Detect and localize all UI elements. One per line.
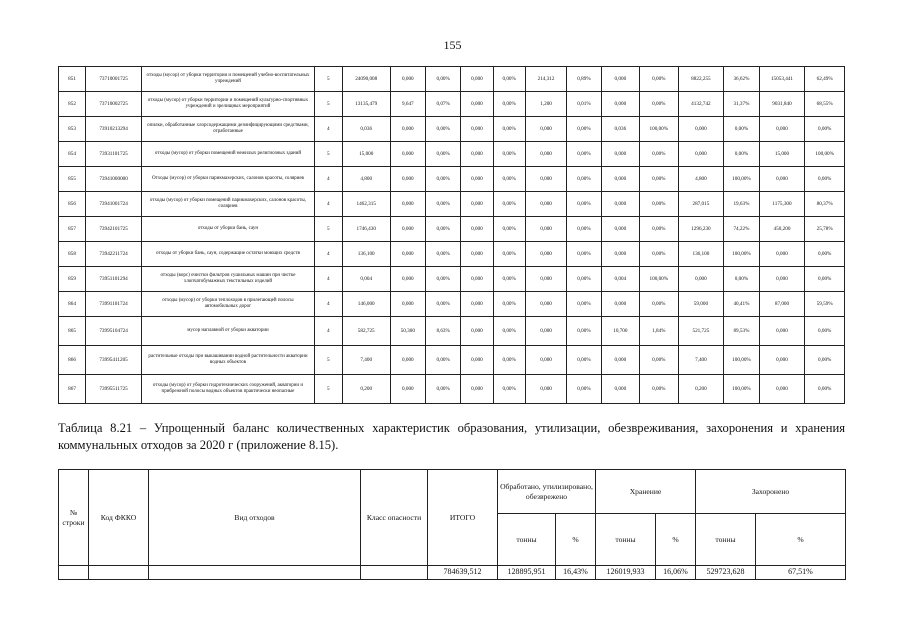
header-total: ИТОГО xyxy=(428,470,498,566)
cell-class: 5 xyxy=(314,142,342,167)
cell-c4: 0,00% xyxy=(493,267,525,292)
cell-c12: 62,49% xyxy=(805,67,845,92)
cell-c10: 36,62% xyxy=(724,67,759,92)
cell-c4: 0,00% xyxy=(493,375,525,404)
cell-c3: 0,000 xyxy=(461,346,493,375)
cell-c2: 0,00% xyxy=(425,375,460,404)
cell-name: отходы (мусор) от уборки теплоходов в прилегающей полосы автомобильных дорог xyxy=(142,292,315,317)
cell-c12: 0,00% xyxy=(805,317,845,346)
cell-c2: 8,63% xyxy=(425,317,460,346)
cell-c8: 0,00% xyxy=(640,142,678,167)
total-processed-tons: 128895,951 xyxy=(498,566,556,580)
table-row xyxy=(59,346,845,375)
cell-c4: 0,00% xyxy=(493,317,525,346)
cell-c11: 1175,300 xyxy=(759,192,805,217)
cell-c7: 0,036 xyxy=(601,117,639,142)
cell-no: 851 xyxy=(59,67,86,92)
cell-c2: 0,07% xyxy=(425,92,460,117)
cell-c9: 136,100 xyxy=(678,242,724,267)
cell-total: 0,036 xyxy=(342,117,390,142)
table-row xyxy=(59,375,845,404)
cell-c2: 0,00% xyxy=(425,67,460,92)
cell-c9: 7,400 xyxy=(678,346,724,375)
cell-c1: 0,000 xyxy=(390,346,425,375)
cell-class: 4 xyxy=(314,292,342,317)
cell-c1: 50,300 xyxy=(390,317,425,346)
cell-c3: 0,000 xyxy=(461,92,493,117)
cell-c4: 0,00% xyxy=(493,67,525,92)
header-processed: Обработано, утилизировано, обезврежено xyxy=(498,470,596,514)
cell-c3: 0,000 xyxy=(461,267,493,292)
header-buried-pct: % xyxy=(756,514,846,566)
cell-c1: 0,000 xyxy=(390,292,425,317)
cell-code: 73942211724 xyxy=(86,242,142,267)
cell-no: 865 xyxy=(59,317,86,346)
cell-no: 864 xyxy=(59,292,86,317)
cell-c12: 0,00% xyxy=(805,242,845,267)
cell-c4: 0,00% xyxy=(493,217,525,242)
cell-total: 0,004 xyxy=(342,267,390,292)
cell-c7: 0,000 xyxy=(601,242,639,267)
cell-c11: 0,000 xyxy=(759,375,805,404)
cell-c12: 0,00% xyxy=(805,267,845,292)
cell-c1: 0,000 xyxy=(390,267,425,292)
cell-c7: 0,000 xyxy=(601,192,639,217)
cell-class: 5 xyxy=(314,92,342,117)
cell-c4: 0,00% xyxy=(493,242,525,267)
cell-c10: 100,00% xyxy=(724,167,759,192)
cell-no: 867 xyxy=(59,375,86,404)
cell-c1: 0,000 xyxy=(390,375,425,404)
cell-c5: 0,000 xyxy=(525,167,567,192)
cell-c3: 0,000 xyxy=(461,292,493,317)
cell-c9: 0,000 xyxy=(678,117,724,142)
cell-c5: 0,000 xyxy=(525,117,567,142)
cell-c9: 0,000 xyxy=(678,142,724,167)
cell-c12: 25,78% xyxy=(805,217,845,242)
cell-c8: 1,84% xyxy=(640,317,678,346)
cell-c8: 0,00% xyxy=(640,92,678,117)
cell-no: 854 xyxy=(59,142,86,167)
cell-class: 4 xyxy=(314,117,342,142)
totals-row xyxy=(59,566,846,580)
cell-c9: 0,000 xyxy=(678,267,724,292)
waste-table-body xyxy=(59,67,845,404)
cell-code: 73995511725 xyxy=(86,375,142,404)
header-processed-tons: тонны xyxy=(498,514,556,566)
cell-no: 852 xyxy=(59,92,86,117)
cell-code: 73710001725 xyxy=(86,67,142,92)
table-caption: Таблица 8.21 – Упрощенный баланс количественных характеристик образования, утилизации, обезвреживания, захоронения и хранения коммунальных отходов за 2020 г (приложение 8.15). xyxy=(58,421,845,452)
cell-c7: 0,000 xyxy=(601,67,639,92)
table-row xyxy=(59,217,845,242)
cell-c2: 0,00% xyxy=(425,242,460,267)
cell-class: 4 xyxy=(314,317,342,346)
cell-c4: 0,00% xyxy=(493,192,525,217)
cell-c11: 450,200 xyxy=(759,217,805,242)
cell-name: отходы (мусор) от уборки помещений парикмахерских, салонов красоты, соляриев xyxy=(142,192,315,217)
cell-c12: 0,00% xyxy=(805,117,845,142)
table-row xyxy=(59,242,845,267)
cell-c5: 0,000 xyxy=(525,242,567,267)
cell-c2: 0,00% xyxy=(425,192,460,217)
header-fkko-code: Код ФККО xyxy=(89,470,149,566)
cell-total: 4,800 xyxy=(342,167,390,192)
table-row xyxy=(59,267,845,292)
cell-c1: 0,000 xyxy=(390,67,425,92)
cell-c9: 0,200 xyxy=(678,375,724,404)
header-waste-type: Вид отходов xyxy=(149,470,361,566)
total-stored-pct: 16,06% xyxy=(656,566,696,580)
cell-c12: 68,55% xyxy=(805,92,845,117)
cell-c2: 0,00% xyxy=(425,217,460,242)
total-empty-class xyxy=(361,566,428,580)
cell-c10: 100,00% xyxy=(724,375,759,404)
cell-c7: 0,000 xyxy=(601,142,639,167)
cell-c12: 0,00% xyxy=(805,346,845,375)
cell-no: 853 xyxy=(59,117,86,142)
cell-code: 73995104724 xyxy=(86,317,142,346)
cell-class: 5 xyxy=(314,375,342,404)
cell-no: 858 xyxy=(59,242,86,267)
cell-c6: 0,00% xyxy=(567,292,601,317)
table-row xyxy=(59,117,845,142)
cell-c10: 100,00% xyxy=(724,242,759,267)
page-number: 155 xyxy=(443,38,462,52)
cell-no: 855 xyxy=(59,167,86,192)
cell-c2: 0,00% xyxy=(425,346,460,375)
cell-c1: 9,647 xyxy=(390,92,425,117)
cell-name: растительные отходы при выкашивании водной растительности акватории водных объектов xyxy=(142,346,315,375)
cell-c3: 0,000 xyxy=(461,375,493,404)
cell-no: 856 xyxy=(59,192,86,217)
cell-total: 1746,430 xyxy=(342,217,390,242)
table-row xyxy=(59,317,845,346)
cell-c3: 0,000 xyxy=(461,167,493,192)
cell-no: 866 xyxy=(59,346,86,375)
cell-total: 0,200 xyxy=(342,375,390,404)
cell-code: 73995411205 xyxy=(86,346,142,375)
cell-name: отходы от уборки бань, саун, содержащие остатки моющих средств xyxy=(142,242,315,267)
cell-c9: 1296,230 xyxy=(678,217,724,242)
cell-name: отходы (мусор) от уборки территории и помещений культурно-спортивных учреждений и зрелищных мероприятий xyxy=(142,92,315,117)
cell-c8: 0,00% xyxy=(640,375,678,404)
cell-c3: 0,000 xyxy=(461,142,493,167)
cell-class: 4 xyxy=(314,167,342,192)
cell-class: 5 xyxy=(314,217,342,242)
cell-c9: 4,800 xyxy=(678,167,724,192)
cell-no: 857 xyxy=(59,217,86,242)
cell-c8: 100,00% xyxy=(640,117,678,142)
cell-c10: 0,00% xyxy=(724,267,759,292)
cell-name: отходы (мусор) от уборки гидротехнических сооружений, акватории и прибрежной полосы водных объектов практически неопасные xyxy=(142,375,315,404)
cell-total: 146,000 xyxy=(342,292,390,317)
header-stored-pct: % xyxy=(656,514,696,566)
cell-c1: 0,000 xyxy=(390,142,425,167)
cell-c6: 0,00% xyxy=(567,317,601,346)
header-buried-tons: тонны xyxy=(696,514,756,566)
cell-no: 859 xyxy=(59,267,86,292)
total-processed-pct: 16,43% xyxy=(556,566,596,580)
cell-c5: 0,000 xyxy=(525,346,567,375)
table-row xyxy=(59,167,845,192)
cell-c3: 0,000 xyxy=(461,242,493,267)
cell-c5: 0,000 xyxy=(525,317,567,346)
header-stored-tons: тонны xyxy=(596,514,656,566)
cell-name: опилки, обработанные хлорсодержащими дезинфицирующими средствами, отработанные xyxy=(142,117,315,142)
cell-c11: 0,000 xyxy=(759,167,805,192)
cell-c1: 0,000 xyxy=(390,242,425,267)
cell-c6: 0,00% xyxy=(567,117,601,142)
cell-c8: 0,00% xyxy=(640,67,678,92)
cell-c6: 0,00% xyxy=(567,167,601,192)
cell-c11: 87,000 xyxy=(759,292,805,317)
cell-code: 73942101725 xyxy=(86,217,142,242)
cell-c9: 4132,742 xyxy=(678,92,724,117)
cell-c11: 0,000 xyxy=(759,267,805,292)
table-row xyxy=(59,92,845,117)
cell-name: отходы (мусор) от уборки помещений нежилых религиозных зданий xyxy=(142,142,315,167)
balance-summary-table xyxy=(58,469,846,580)
cell-c1: 0,000 xyxy=(390,167,425,192)
cell-class: 4 xyxy=(314,192,342,217)
total-buried-tons: 529723,628 xyxy=(696,566,756,580)
cell-total: 13135,479 xyxy=(342,92,390,117)
cell-c10: 74,22% xyxy=(724,217,759,242)
cell-c11: 0,000 xyxy=(759,117,805,142)
cell-c3: 0,000 xyxy=(461,117,493,142)
cell-name: Отходы (мусор) от уборки парикмахерских, салонов красоты, соляриев xyxy=(142,167,315,192)
cell-c10: 100,00% xyxy=(724,346,759,375)
cell-c8: 0,00% xyxy=(640,167,678,192)
cell-c8: 0,00% xyxy=(640,192,678,217)
cell-c1: 0,000 xyxy=(390,117,425,142)
cell-c6: 0,01% xyxy=(567,92,601,117)
cell-c7: 0,004 xyxy=(601,267,639,292)
cell-c7: 0,000 xyxy=(601,92,639,117)
cell-total: 136,100 xyxy=(342,242,390,267)
waste-continuation-table xyxy=(58,66,845,404)
cell-c6: 0,00% xyxy=(567,242,601,267)
cell-c12: 0,00% xyxy=(805,375,845,404)
cell-c7: 0,000 xyxy=(601,217,639,242)
cell-code: 73910213294 xyxy=(86,117,142,142)
cell-c7: 0,000 xyxy=(601,346,639,375)
cell-code: 73931101725 xyxy=(86,142,142,167)
cell-total: 582,725 xyxy=(342,317,390,346)
cell-c5: 1,200 xyxy=(525,92,567,117)
cell-name: мусор наплавной от уборки акватории xyxy=(142,317,315,346)
header-processed-pct: % xyxy=(556,514,596,566)
cell-c7: 0,000 xyxy=(601,292,639,317)
cell-c7: 0,000 xyxy=(601,167,639,192)
cell-c4: 0,00% xyxy=(493,117,525,142)
cell-c6: 0,00% xyxy=(567,346,601,375)
cell-c10: 0,00% xyxy=(724,117,759,142)
header-row-number: № строки xyxy=(59,470,89,566)
cell-c1: 0,000 xyxy=(390,192,425,217)
cell-c12: 100,00% xyxy=(805,142,845,167)
table-row xyxy=(59,292,845,317)
cell-total: 1462,315 xyxy=(342,192,390,217)
cell-name: отходы (мусор) от уборки территории и помещений учебно-воспитательных учреждений xyxy=(142,67,315,92)
header-hazard-class: Класс опасности xyxy=(361,470,428,566)
cell-c10: 40,41% xyxy=(724,292,759,317)
cell-c8: 0,00% xyxy=(640,346,678,375)
cell-c4: 0,00% xyxy=(493,92,525,117)
cell-c11: 0,000 xyxy=(759,346,805,375)
cell-c8: 100,00% xyxy=(640,267,678,292)
cell-c11: 15053,441 xyxy=(759,67,805,92)
cell-c8: 0,00% xyxy=(640,217,678,242)
cell-c9: 287,015 xyxy=(678,192,724,217)
cell-c5: 0,000 xyxy=(525,217,567,242)
cell-c3: 0,000 xyxy=(461,192,493,217)
cell-c12: 80,37% xyxy=(805,192,845,217)
cell-code: 73941001724 xyxy=(86,192,142,217)
cell-c5: 0,000 xyxy=(525,192,567,217)
cell-c6: 0,89% xyxy=(567,67,601,92)
cell-c6: 0,00% xyxy=(567,375,601,404)
cell-c3: 0,000 xyxy=(461,67,493,92)
cell-c6: 0,00% xyxy=(567,267,601,292)
total-stored-tons: 126019,933 xyxy=(596,566,656,580)
cell-c4: 0,00% xyxy=(493,142,525,167)
cell-c2: 0,00% xyxy=(425,267,460,292)
cell-c5: 0,000 xyxy=(525,292,567,317)
cell-c4: 0,00% xyxy=(493,346,525,375)
cell-c3: 0,000 xyxy=(461,217,493,242)
cell-c7: 0,000 xyxy=(601,375,639,404)
cell-c12: 0,00% xyxy=(805,167,845,192)
header-buried: Захоронено xyxy=(696,470,846,514)
cell-total: 15,000 xyxy=(342,142,390,167)
cell-c8: 0,00% xyxy=(640,292,678,317)
cell-c8: 0,00% xyxy=(640,242,678,267)
cell-c4: 0,00% xyxy=(493,292,525,317)
cell-total: 7,400 xyxy=(342,346,390,375)
cell-c2: 0,00% xyxy=(425,142,460,167)
total-buried-pct: 67,51% xyxy=(756,566,846,580)
total-empty-no xyxy=(59,566,89,580)
cell-c11: 0,000 xyxy=(759,242,805,267)
cell-code: 73991101724 xyxy=(86,292,142,317)
cell-c5: 0,000 xyxy=(525,375,567,404)
cell-name: отходы от уборки бань, саун xyxy=(142,217,315,242)
table-row xyxy=(59,142,845,167)
total-itogo: 784639,512 xyxy=(428,566,498,580)
cell-c2: 0,00% xyxy=(425,167,460,192)
cell-c5: 214,312 xyxy=(525,67,567,92)
cell-c10: 31,37% xyxy=(724,92,759,117)
cell-code: 73710002725 xyxy=(86,92,142,117)
cell-c9: 8822,255 xyxy=(678,67,724,92)
cell-class: 4 xyxy=(314,267,342,292)
cell-c5: 0,000 xyxy=(525,267,567,292)
cell-c10: 89,53% xyxy=(724,317,759,346)
header-stored: Хранение xyxy=(596,470,696,514)
cell-c4: 0,00% xyxy=(493,167,525,192)
cell-total: 24090,008 xyxy=(342,67,390,92)
table-row xyxy=(59,67,845,92)
cell-c6: 0,00% xyxy=(567,192,601,217)
cell-c5: 0,000 xyxy=(525,142,567,167)
total-empty-code xyxy=(89,566,149,580)
cell-c3: 0,000 xyxy=(461,317,493,346)
total-empty-name xyxy=(149,566,361,580)
cell-c6: 0,00% xyxy=(567,217,601,242)
cell-c1: 0,000 xyxy=(390,217,425,242)
cell-c2: 0,00% xyxy=(425,292,460,317)
cell-name: отходы (ворс) очистки фильтров сушильных машин при чистке хлопчатобумажных текстильных изделий xyxy=(142,267,315,292)
cell-c6: 0,00% xyxy=(567,142,601,167)
cell-c11: 9031,840 xyxy=(759,92,805,117)
cell-c9: 521,725 xyxy=(678,317,724,346)
cell-c11: 15,000 xyxy=(759,142,805,167)
cell-class: 4 xyxy=(314,242,342,267)
table-row xyxy=(59,192,845,217)
cell-c10: 0,00% xyxy=(724,142,759,167)
cell-c7: 10,700 xyxy=(601,317,639,346)
cell-c9: 59,000 xyxy=(678,292,724,317)
cell-class: 5 xyxy=(314,67,342,92)
cell-code: 73941000000 xyxy=(86,167,142,192)
cell-c10: 19,63% xyxy=(724,192,759,217)
cell-c11: 0,000 xyxy=(759,317,805,346)
cell-c2: 0,00% xyxy=(425,117,460,142)
cell-class: 5 xyxy=(314,346,342,375)
cell-code: 73951101294 xyxy=(86,267,142,292)
cell-c12: 59,59% xyxy=(805,292,845,317)
